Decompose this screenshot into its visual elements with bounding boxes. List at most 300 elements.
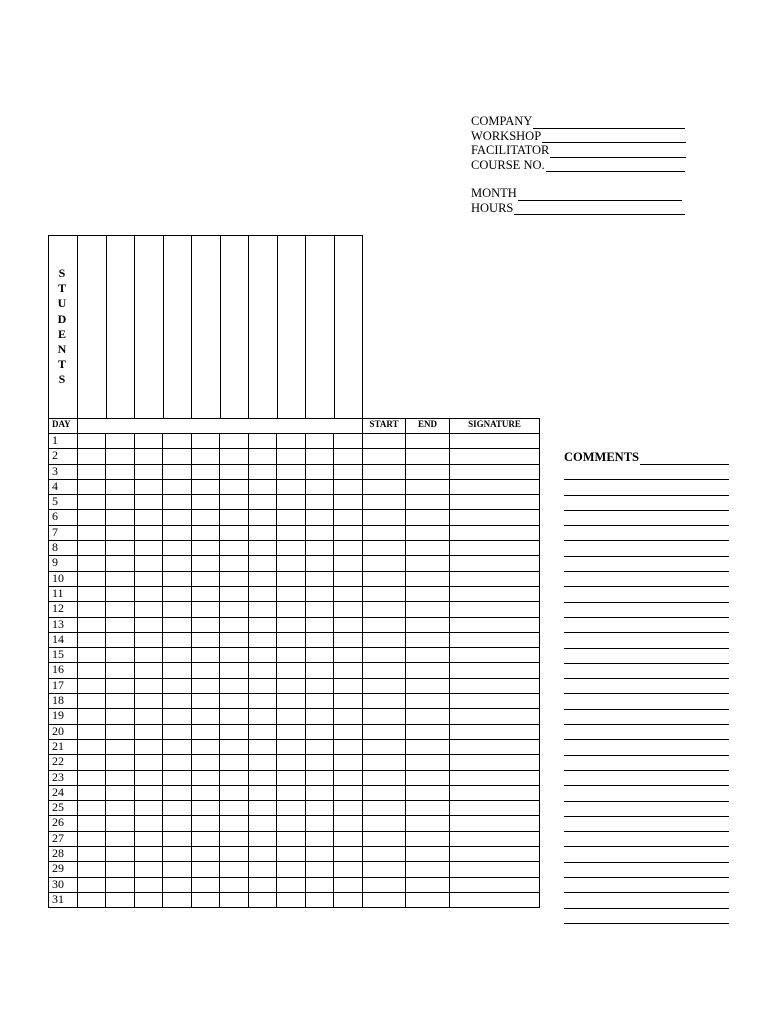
start-cell[interactable] <box>363 632 406 647</box>
student-name-column[interactable] <box>106 236 107 418</box>
attendance-cell[interactable] <box>106 434 135 449</box>
attendance-cell[interactable] <box>306 770 334 785</box>
attendance-cell[interactable] <box>163 785 192 800</box>
attendance-cell[interactable] <box>163 862 192 877</box>
attendance-cell[interactable] <box>277 877 306 892</box>
attendance-cell[interactable] <box>220 525 249 540</box>
start-cell[interactable] <box>363 648 406 663</box>
attendance-cell[interactable] <box>78 877 106 892</box>
attendance-cell[interactable] <box>220 556 249 571</box>
attendance-cell[interactable] <box>78 449 106 464</box>
start-cell[interactable] <box>363 862 406 877</box>
attendance-cell[interactable] <box>192 724 220 739</box>
end-cell[interactable] <box>406 785 450 800</box>
attendance-cell[interactable] <box>106 678 135 693</box>
attendance-cell[interactable] <box>192 617 220 632</box>
attendance-cell[interactable] <box>106 816 135 831</box>
signature-cell[interactable] <box>450 831 540 846</box>
attendance-cell[interactable] <box>220 434 249 449</box>
start-cell[interactable] <box>363 892 406 907</box>
attendance-cell[interactable] <box>192 495 220 510</box>
attendance-cell[interactable] <box>220 479 249 494</box>
attendance-cell[interactable] <box>135 739 163 754</box>
attendance-cell[interactable] <box>106 877 135 892</box>
end-cell[interactable] <box>406 877 450 892</box>
attendance-cell[interactable] <box>163 831 192 846</box>
comment-line[interactable] <box>564 511 729 526</box>
student-name-column[interactable] <box>305 236 306 418</box>
end-cell[interactable] <box>406 663 450 678</box>
attendance-cell[interactable] <box>249 556 277 571</box>
attendance-cell[interactable] <box>334 816 363 831</box>
attendance-cell[interactable] <box>306 602 334 617</box>
attendance-cell[interactable] <box>334 648 363 663</box>
attendance-cell[interactable] <box>277 648 306 663</box>
attendance-cell[interactable] <box>249 663 277 678</box>
attendance-cell[interactable] <box>249 770 277 785</box>
attendance-cell[interactable] <box>334 770 363 785</box>
attendance-cell[interactable] <box>249 632 277 647</box>
attendance-cell[interactable] <box>135 678 163 693</box>
start-cell[interactable] <box>363 847 406 862</box>
end-cell[interactable] <box>406 770 450 785</box>
start-cell[interactable] <box>363 449 406 464</box>
attendance-cell[interactable] <box>249 449 277 464</box>
attendance-cell[interactable] <box>306 847 334 862</box>
attendance-cell[interactable] <box>334 663 363 678</box>
attendance-cell[interactable] <box>135 770 163 785</box>
attendance-cell[interactable] <box>192 862 220 877</box>
attendance-cell[interactable] <box>106 694 135 709</box>
attendance-cell[interactable] <box>135 801 163 816</box>
attendance-cell[interactable] <box>277 479 306 494</box>
attendance-cell[interactable] <box>277 770 306 785</box>
signature-cell[interactable] <box>450 525 540 540</box>
attendance-cell[interactable] <box>334 862 363 877</box>
student-name-column[interactable] <box>248 236 249 418</box>
student-name-column[interactable] <box>134 236 135 418</box>
end-cell[interactable] <box>406 571 450 586</box>
signature-cell[interactable] <box>450 602 540 617</box>
end-cell[interactable] <box>406 709 450 724</box>
attendance-cell[interactable] <box>106 755 135 770</box>
attendance-cell[interactable] <box>249 785 277 800</box>
facilitator-line[interactable] <box>550 146 686 158</box>
attendance-cell[interactable] <box>163 479 192 494</box>
attendance-cell[interactable] <box>106 862 135 877</box>
comment-line[interactable] <box>564 526 729 541</box>
attendance-cell[interactable] <box>334 434 363 449</box>
attendance-cell[interactable] <box>220 648 249 663</box>
student-name-column[interactable] <box>191 236 192 418</box>
attendance-cell[interactable] <box>334 678 363 693</box>
student-name-column[interactable] <box>277 236 278 418</box>
end-cell[interactable] <box>406 816 450 831</box>
attendance-cell[interactable] <box>249 525 277 540</box>
attendance-cell[interactable] <box>135 648 163 663</box>
attendance-cell[interactable] <box>220 571 249 586</box>
attendance-cell[interactable] <box>306 479 334 494</box>
attendance-cell[interactable] <box>249 709 277 724</box>
comment-line[interactable] <box>564 817 729 832</box>
attendance-cell[interactable] <box>334 785 363 800</box>
attendance-cell[interactable] <box>135 617 163 632</box>
attendance-cell[interactable] <box>277 495 306 510</box>
end-cell[interactable] <box>406 724 450 739</box>
attendance-cell[interactable] <box>334 586 363 601</box>
end-cell[interactable] <box>406 479 450 494</box>
attendance-cell[interactable] <box>306 648 334 663</box>
attendance-cell[interactable] <box>106 464 135 479</box>
signature-cell[interactable] <box>450 709 540 724</box>
attendance-cell[interactable] <box>334 831 363 846</box>
comment-line[interactable] <box>564 633 729 648</box>
attendance-cell[interactable] <box>78 739 106 754</box>
attendance-cell[interactable] <box>249 739 277 754</box>
start-cell[interactable] <box>363 770 406 785</box>
attendance-cell[interactable] <box>334 479 363 494</box>
attendance-cell[interactable] <box>135 862 163 877</box>
comment-line[interactable] <box>564 893 729 908</box>
attendance-cell[interactable] <box>78 709 106 724</box>
attendance-cell[interactable] <box>334 495 363 510</box>
comment-line[interactable] <box>564 756 729 771</box>
comment-line[interactable] <box>564 710 729 725</box>
attendance-cell[interactable] <box>277 464 306 479</box>
attendance-cell[interactable] <box>106 801 135 816</box>
attendance-cell[interactable] <box>306 434 334 449</box>
attendance-cell[interactable] <box>220 892 249 907</box>
attendance-cell[interactable] <box>192 449 220 464</box>
attendance-cell[interactable] <box>192 831 220 846</box>
comment-line[interactable] <box>564 587 729 602</box>
attendance-cell[interactable] <box>220 541 249 556</box>
start-cell[interactable] <box>363 586 406 601</box>
attendance-cell[interactable] <box>192 755 220 770</box>
attendance-cell[interactable] <box>277 709 306 724</box>
attendance-cell[interactable] <box>306 785 334 800</box>
attendance-cell[interactable] <box>306 495 334 510</box>
attendance-cell[interactable] <box>220 724 249 739</box>
attendance-cell[interactable] <box>78 694 106 709</box>
attendance-cell[interactable] <box>192 816 220 831</box>
attendance-cell[interactable] <box>135 602 163 617</box>
attendance-cell[interactable] <box>334 571 363 586</box>
attendance-cell[interactable] <box>277 831 306 846</box>
start-cell[interactable] <box>363 801 406 816</box>
attendance-cell[interactable] <box>306 678 334 693</box>
attendance-cell[interactable] <box>334 541 363 556</box>
comment-line[interactable] <box>564 847 729 862</box>
comment-line[interactable] <box>564 909 729 924</box>
company-field[interactable] <box>471 114 686 129</box>
facilitator-field[interactable] <box>471 143 686 158</box>
attendance-cell[interactable] <box>163 449 192 464</box>
signature-cell[interactable] <box>450 541 540 556</box>
end-cell[interactable] <box>406 525 450 540</box>
attendance-cell[interactable] <box>135 816 163 831</box>
end-cell[interactable] <box>406 847 450 862</box>
end-cell[interactable] <box>406 434 450 449</box>
attendance-cell[interactable] <box>135 571 163 586</box>
attendance-cell[interactable] <box>106 525 135 540</box>
attendance-cell[interactable] <box>220 862 249 877</box>
attendance-cell[interactable] <box>334 449 363 464</box>
attendance-cell[interactable] <box>277 525 306 540</box>
attendance-cell[interactable] <box>163 755 192 770</box>
signature-cell[interactable] <box>450 632 540 647</box>
signature-cell[interactable] <box>450 877 540 892</box>
attendance-cell[interactable] <box>249 648 277 663</box>
attendance-cell[interactable] <box>192 785 220 800</box>
signature-cell[interactable] <box>450 755 540 770</box>
comment-line[interactable] <box>564 786 729 801</box>
attendance-cell[interactable] <box>334 755 363 770</box>
attendance-cell[interactable] <box>163 648 192 663</box>
start-cell[interactable] <box>363 724 406 739</box>
comment-line[interactable] <box>564 725 729 740</box>
attendance-cell[interactable] <box>306 892 334 907</box>
attendance-cell[interactable] <box>277 586 306 601</box>
attendance-cell[interactable] <box>106 495 135 510</box>
attendance-cell[interactable] <box>249 479 277 494</box>
attendance-cell[interactable] <box>249 862 277 877</box>
attendance-cell[interactable] <box>78 510 106 525</box>
attendance-cell[interactable] <box>249 892 277 907</box>
start-cell[interactable] <box>363 571 406 586</box>
end-cell[interactable] <box>406 632 450 647</box>
attendance-cell[interactable] <box>106 617 135 632</box>
comment-line[interactable] <box>564 863 729 878</box>
attendance-cell[interactable] <box>249 571 277 586</box>
attendance-cell[interactable] <box>192 434 220 449</box>
attendance-cell[interactable] <box>249 434 277 449</box>
end-cell[interactable] <box>406 602 450 617</box>
attendance-cell[interactable] <box>192 847 220 862</box>
start-cell[interactable] <box>363 755 406 770</box>
attendance-cell[interactable] <box>78 755 106 770</box>
attendance-cell[interactable] <box>220 602 249 617</box>
attendance-cell[interactable] <box>192 541 220 556</box>
attendance-cell[interactable] <box>192 892 220 907</box>
start-cell[interactable] <box>363 464 406 479</box>
end-cell[interactable] <box>406 510 450 525</box>
attendance-cell[interactable] <box>277 847 306 862</box>
attendance-cell[interactable] <box>78 801 106 816</box>
attendance-cell[interactable] <box>78 479 106 494</box>
signature-cell[interactable] <box>450 586 540 601</box>
attendance-cell[interactable] <box>249 694 277 709</box>
attendance-cell[interactable] <box>249 510 277 525</box>
attendance-cell[interactable] <box>249 801 277 816</box>
signature-cell[interactable] <box>450 862 540 877</box>
signature-cell[interactable] <box>450 847 540 862</box>
end-cell[interactable] <box>406 755 450 770</box>
comment-line[interactable] <box>564 496 729 511</box>
attendance-cell[interactable] <box>220 464 249 479</box>
attendance-cell[interactable] <box>106 602 135 617</box>
attendance-cell[interactable] <box>306 755 334 770</box>
attendance-cell[interactable] <box>277 663 306 678</box>
comment-line[interactable] <box>564 832 729 847</box>
attendance-cell[interactable] <box>78 862 106 877</box>
attendance-cell[interactable] <box>306 862 334 877</box>
end-cell[interactable] <box>406 556 450 571</box>
attendance-cell[interactable] <box>220 510 249 525</box>
attendance-cell[interactable] <box>163 617 192 632</box>
start-cell[interactable] <box>363 709 406 724</box>
start-cell[interactable] <box>363 495 406 510</box>
attendance-cell[interactable] <box>192 801 220 816</box>
attendance-cell[interactable] <box>334 801 363 816</box>
attendance-cell[interactable] <box>78 648 106 663</box>
attendance-cell[interactable] <box>135 510 163 525</box>
attendance-cell[interactable] <box>163 464 192 479</box>
attendance-cell[interactable] <box>220 847 249 862</box>
attendance-cell[interactable] <box>163 556 192 571</box>
student-name-column[interactable] <box>77 236 78 418</box>
attendance-cell[interactable] <box>135 464 163 479</box>
attendance-cell[interactable] <box>163 678 192 693</box>
attendance-cell[interactable] <box>192 709 220 724</box>
signature-cell[interactable] <box>450 785 540 800</box>
attendance-cell[interactable] <box>78 586 106 601</box>
attendance-cell[interactable] <box>334 464 363 479</box>
attendance-cell[interactable] <box>192 479 220 494</box>
attendance-cell[interactable] <box>306 663 334 678</box>
attendance-cell[interactable] <box>277 678 306 693</box>
attendance-cell[interactable] <box>306 617 334 632</box>
attendance-cell[interactable] <box>106 632 135 647</box>
attendance-cell[interactable] <box>192 663 220 678</box>
comment-line[interactable] <box>564 603 729 618</box>
attendance-cell[interactable] <box>106 479 135 494</box>
attendance-cell[interactable] <box>249 877 277 892</box>
attendance-cell[interactable] <box>220 785 249 800</box>
course-no-line[interactable] <box>546 160 685 172</box>
attendance-cell[interactable] <box>306 831 334 846</box>
attendance-cell[interactable] <box>249 602 277 617</box>
attendance-cell[interactable] <box>106 892 135 907</box>
signature-cell[interactable] <box>450 617 540 632</box>
signature-cell[interactable] <box>450 464 540 479</box>
start-cell[interactable] <box>363 663 406 678</box>
attendance-cell[interactable] <box>135 831 163 846</box>
attendance-cell[interactable] <box>106 541 135 556</box>
comment-line[interactable] <box>564 771 729 786</box>
start-cell[interactable] <box>363 479 406 494</box>
attendance-cell[interactable] <box>249 831 277 846</box>
attendance-cell[interactable] <box>306 525 334 540</box>
attendance-cell[interactable] <box>306 541 334 556</box>
attendance-cell[interactable] <box>78 831 106 846</box>
end-cell[interactable] <box>406 586 450 601</box>
attendance-cell[interactable] <box>163 495 192 510</box>
comment-line[interactable] <box>564 572 729 587</box>
attendance-cell[interactable] <box>163 801 192 816</box>
attendance-cell[interactable] <box>277 617 306 632</box>
attendance-cell[interactable] <box>78 770 106 785</box>
attendance-cell[interactable] <box>334 602 363 617</box>
attendance-cell[interactable] <box>334 724 363 739</box>
attendance-cell[interactable] <box>135 694 163 709</box>
attendance-cell[interactable] <box>220 739 249 754</box>
attendance-cell[interactable] <box>106 586 135 601</box>
attendance-cell[interactable] <box>277 694 306 709</box>
student-name-column[interactable] <box>220 236 221 418</box>
attendance-cell[interactable] <box>220 663 249 678</box>
student-name-column[interactable] <box>334 236 335 418</box>
attendance-cell[interactable] <box>334 709 363 724</box>
signature-cell[interactable] <box>450 739 540 754</box>
start-cell[interactable] <box>363 510 406 525</box>
attendance-cell[interactable] <box>163 694 192 709</box>
attendance-cell[interactable] <box>78 724 106 739</box>
attendance-cell[interactable] <box>106 571 135 586</box>
start-cell[interactable] <box>363 617 406 632</box>
attendance-cell[interactable] <box>135 785 163 800</box>
attendance-cell[interactable] <box>192 464 220 479</box>
attendance-cell[interactable] <box>106 739 135 754</box>
attendance-cell[interactable] <box>135 709 163 724</box>
attendance-cell[interactable] <box>277 892 306 907</box>
attendance-cell[interactable] <box>220 770 249 785</box>
attendance-cell[interactable] <box>78 678 106 693</box>
signature-cell[interactable] <box>450 495 540 510</box>
signature-cell[interactable] <box>450 892 540 907</box>
attendance-cell[interactable] <box>135 663 163 678</box>
comment-line[interactable] <box>564 664 729 679</box>
start-cell[interactable] <box>363 678 406 693</box>
comment-line[interactable] <box>564 541 729 556</box>
attendance-cell[interactable] <box>135 877 163 892</box>
attendance-cell[interactable] <box>334 877 363 892</box>
hours-line[interactable] <box>514 203 685 215</box>
attendance-cell[interactable] <box>277 571 306 586</box>
start-cell[interactable] <box>363 816 406 831</box>
attendance-cell[interactable] <box>163 541 192 556</box>
month-field[interactable] <box>471 186 686 201</box>
attendance-cell[interactable] <box>220 709 249 724</box>
signature-cell[interactable] <box>450 434 540 449</box>
attendance-cell[interactable] <box>163 816 192 831</box>
attendance-cell[interactable] <box>135 755 163 770</box>
hours-field[interactable] <box>471 201 686 216</box>
comment-line[interactable] <box>564 480 729 495</box>
comment-line[interactable] <box>564 679 729 694</box>
attendance-cell[interactable] <box>306 877 334 892</box>
end-cell[interactable] <box>406 648 450 663</box>
attendance-cell[interactable] <box>163 434 192 449</box>
start-cell[interactable] <box>363 694 406 709</box>
attendance-cell[interactable] <box>163 510 192 525</box>
end-cell[interactable] <box>406 892 450 907</box>
start-cell[interactable] <box>363 434 406 449</box>
attendance-cell[interactable] <box>220 632 249 647</box>
attendance-cell[interactable] <box>163 877 192 892</box>
student-name-column[interactable] <box>163 236 164 418</box>
attendance-cell[interactable] <box>306 632 334 647</box>
attendance-cell[interactable] <box>306 556 334 571</box>
attendance-cell[interactable] <box>192 877 220 892</box>
attendance-cell[interactable] <box>277 541 306 556</box>
attendance-cell[interactable] <box>220 586 249 601</box>
signature-cell[interactable] <box>450 724 540 739</box>
signature-cell[interactable] <box>450 816 540 831</box>
attendance-cell[interactable] <box>249 847 277 862</box>
signature-cell[interactable] <box>450 663 540 678</box>
start-cell[interactable] <box>363 541 406 556</box>
